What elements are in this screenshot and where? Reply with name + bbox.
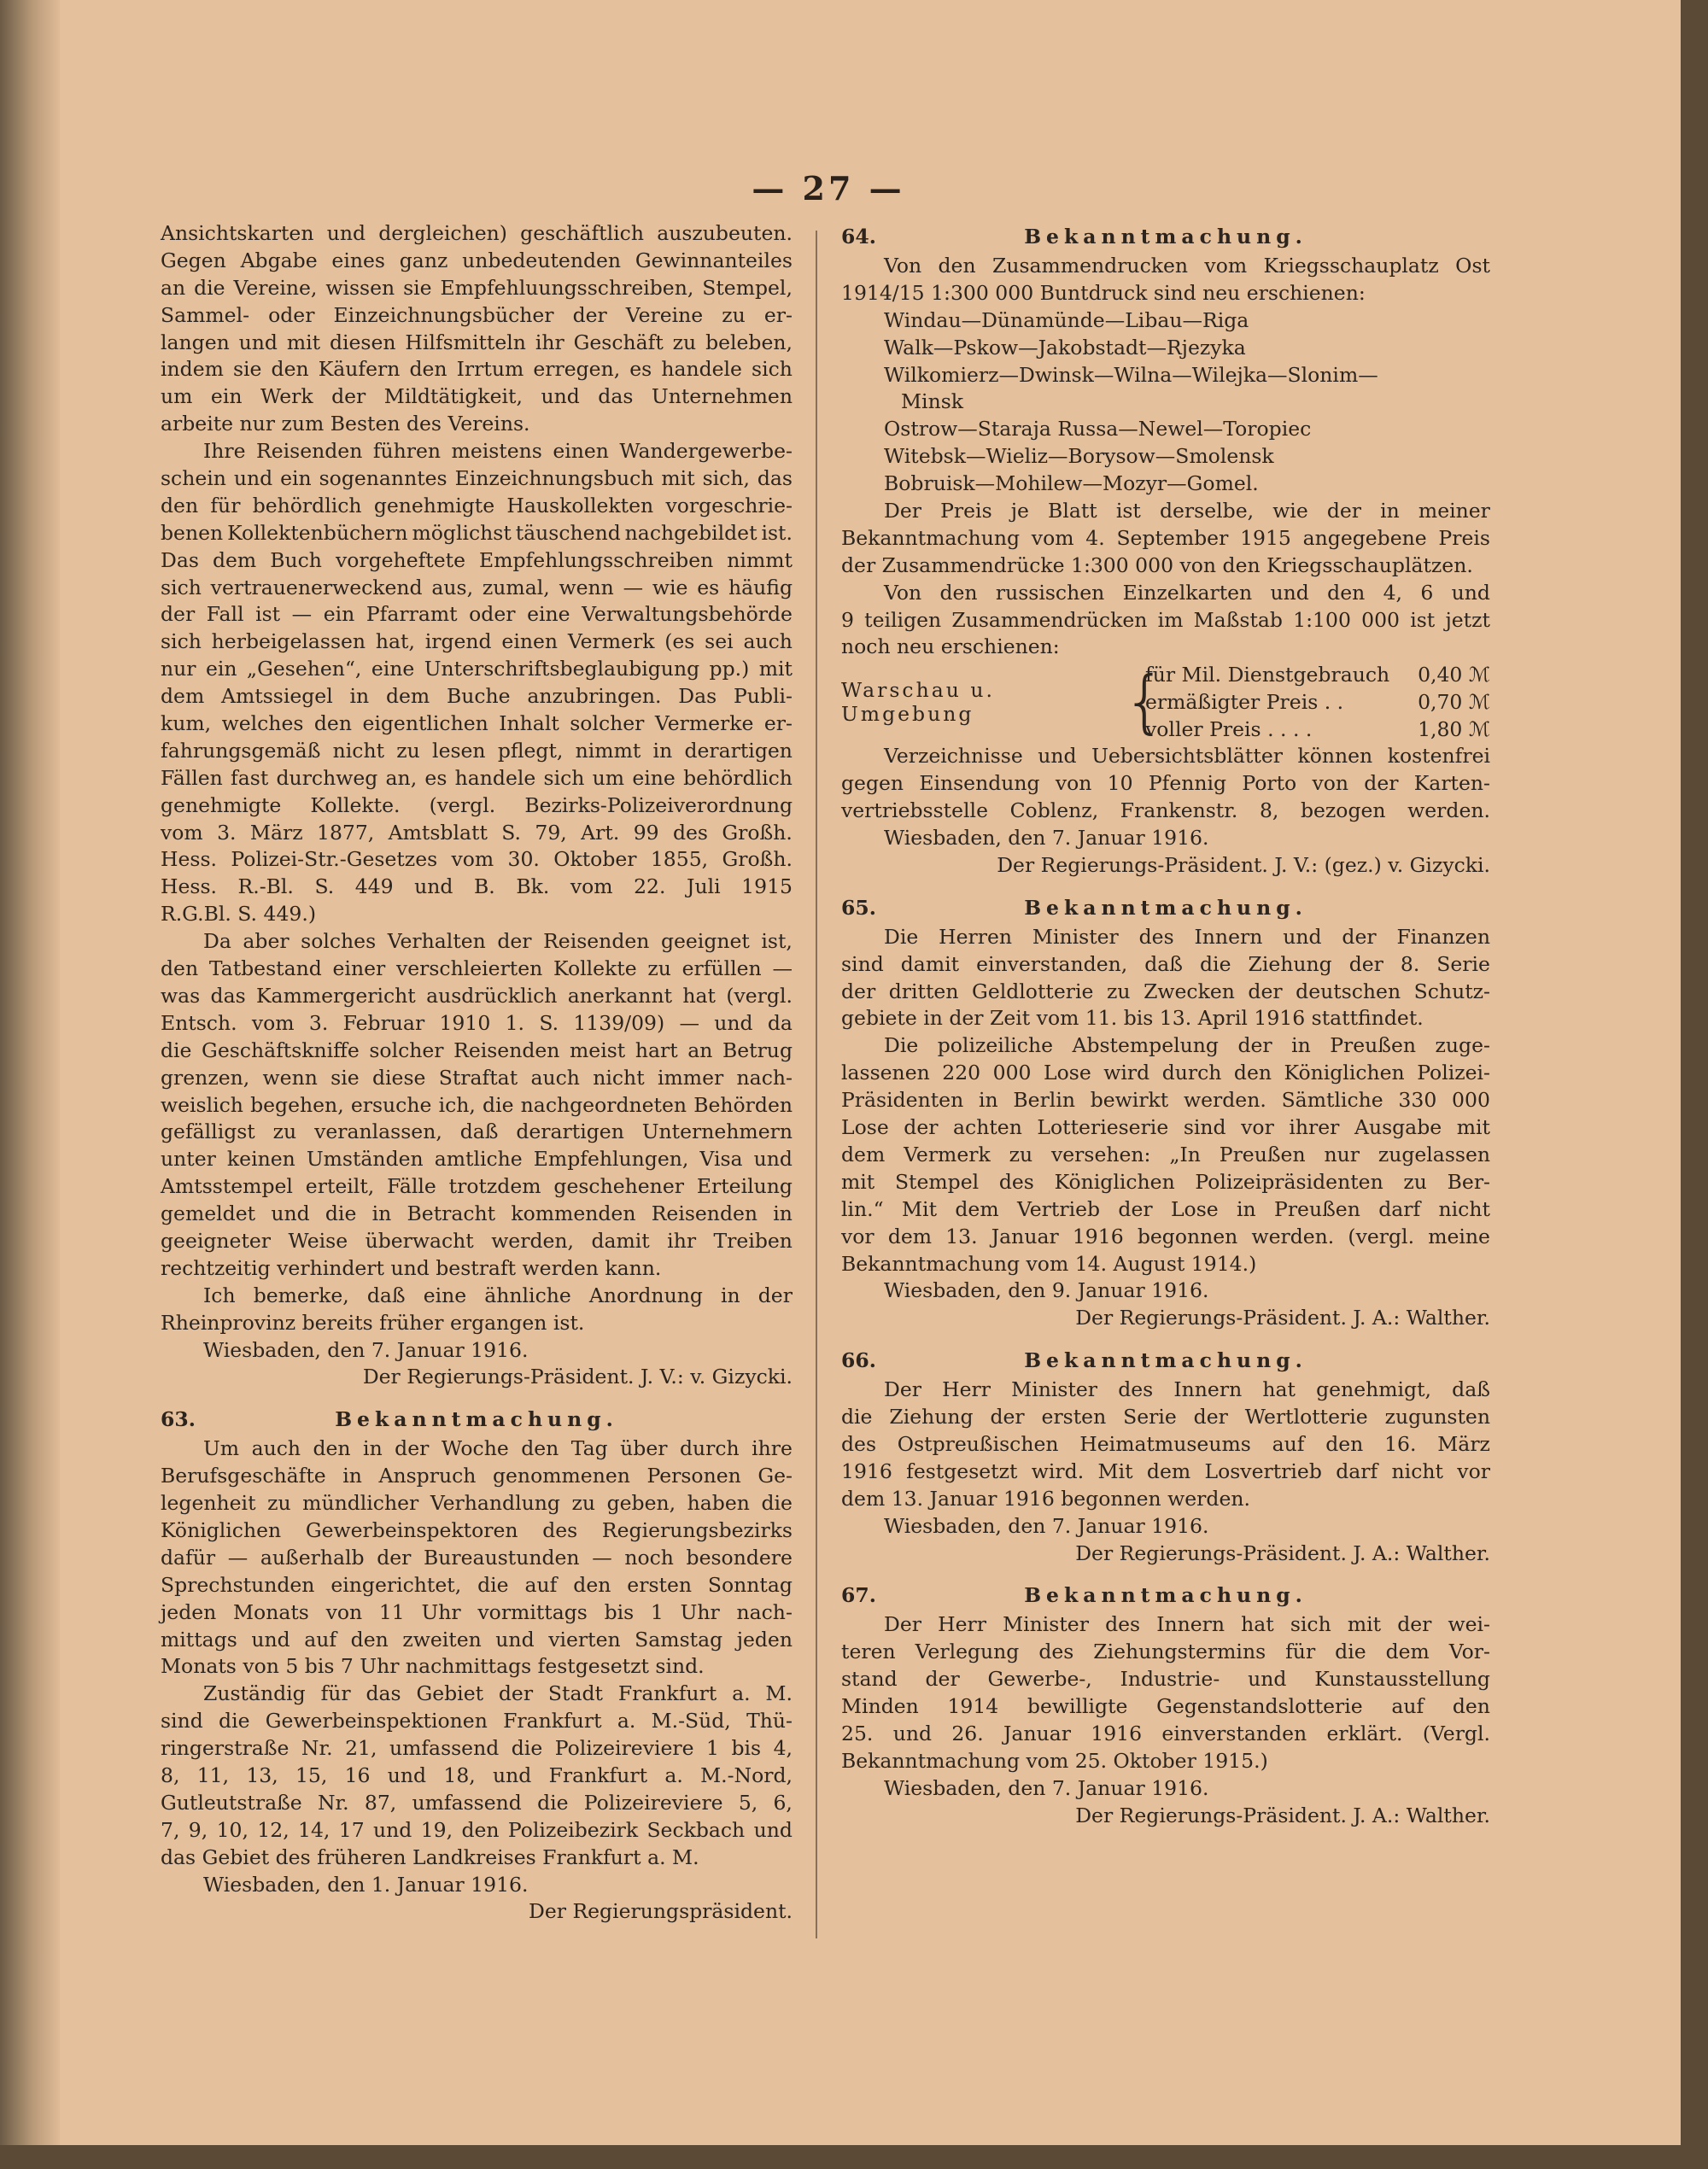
place-date: Wiesbaden, den 7. Januar 1916. <box>884 1775 1209 1800</box>
text-line: gemeldet und die in Betracht kommenden Reisenden in <box>161 1201 793 1226</box>
section-number: 67. <box>841 1583 876 1608</box>
map-place-name: Warschau u. Umgebung <box>841 678 995 727</box>
text-line: Amtsstempel erteilt, Fälle trotzdem geschehener Erteilung <box>161 1174 793 1199</box>
place-date: Wiesbaden, den 7. Januar 1916. <box>884 1513 1209 1538</box>
text-line: genehmigte Kollekte. (vergl. Bezirks-Polizeiverordnung <box>161 792 793 817</box>
text-line: fahrungsgemäß nicht zu lesen pflegt, nimmt in derartigen <box>161 738 793 763</box>
price-row <box>1145 716 1490 743</box>
place-date: Wiesbaden, den 7. Januar 1916. <box>203 1337 529 1362</box>
text-line: den Tatbestand einer verschleierten Kollekte zu erfüllen — <box>161 956 793 981</box>
text-line: unter keinen Umständen amtliche Empfehlungen, Visa und <box>161 1147 793 1172</box>
map-entry: Windau—Dünamünde—Libau—Riga <box>884 307 1249 332</box>
text-line: Bekanntmachung vom 14. August 1914.) <box>841 1251 1257 1276</box>
price-value: 0,40 ℳ <box>1418 663 1490 687</box>
text-line: 9 teiligen Zusammendrücken im Maßstab 1:100 000 ist jetzt <box>841 607 1490 632</box>
paragraph-travelers <box>161 438 793 928</box>
text-line: teren Verlegung des Ziehungstermins für die dem Vor- <box>841 1640 1490 1664</box>
price-label: ermäßigter Preis . . <box>1145 690 1344 715</box>
text-line: stand der Gewerbe-, Industrie- und Kunstausstellung <box>841 1667 1490 1692</box>
text-line: indem sie den Käufern den Irrtum erregen, es handele sich <box>161 357 793 382</box>
page-number: — 27 — <box>752 169 905 208</box>
text-line: Gutleutstraße Nr. 87, umfassend die Polizeireviere 5, 6, <box>161 1790 793 1815</box>
text-line: Zuständig für das Gebiet der Stadt Frankfurt a. M. <box>203 1681 793 1706</box>
text-line: Ich bemerke, daß eine ähnliche Anordnung in der <box>203 1283 793 1307</box>
price-label: voller Preis . . . . <box>1145 717 1313 742</box>
text-line: gebiete in der Zeit vom 11. bis 13. April 1916 stattfindet. <box>841 1006 1424 1031</box>
map-entry: Ostrow—Staraja Russa—Newel—Toropiec <box>884 417 1312 441</box>
section-header <box>841 1579 1490 1611</box>
section-67 <box>841 1579 1490 1829</box>
binding-gutter <box>0 0 60 2145</box>
text-line: 1916 festgesetzt wird. Mit dem Losvertrieb darf nicht vor <box>841 1459 1490 1483</box>
text-line: Rheinprovinz bereits früher ergangen ist. <box>161 1310 585 1335</box>
text-line: 7, 9, 10, 12, 14, 17 und 19, den Polizeibezirk Seckbach und <box>161 1817 793 1842</box>
text-line: benen Kollektenbüchern möglichst täuschend nachgebildet ist. <box>161 520 793 545</box>
section-number: 66. <box>841 1348 876 1373</box>
text-line: Sammel- oder Einzeichnungsbücher der Vereine zu er- <box>161 302 793 327</box>
text-line: Königlichen Gewerbeinspektoren des Regierungsbezirks <box>161 1517 793 1542</box>
text-line: den für behördlich genehmigte Hauskollekten vorgeschrie- <box>161 493 793 517</box>
section-title: Bekanntmachung. <box>1024 1348 1307 1373</box>
signature: Der Regierungs-Präsident. J. V.: (gez.) v. Gizycki. <box>997 852 1490 877</box>
text-line: sind damit einverstanden, daß die Ziehung der 8. Serie <box>841 951 1490 976</box>
text-line: R.G.Bl. S. 449.) <box>161 902 316 927</box>
section-header <box>841 892 1490 924</box>
text-line: ringerstraße Nr. 21, umfassend die Polizeireviere 1 bis 4, <box>161 1736 793 1761</box>
text-line: das Gebiet des früheren Landkreises Frankfurt a. M. <box>161 1845 699 1869</box>
signature: Der Regierungs-Präsident. J. V.: v. Gizycki. <box>362 1365 793 1389</box>
text-line: die Geschäftskniffe solcher Reisenden meist hart an Betrug <box>161 1038 793 1062</box>
text-line: geeigneter Weise überwacht werden, damit ihr Treiben <box>161 1228 793 1253</box>
text-line: lin.“ Mit dem Vertrieb der Lose in Preußen darf nicht <box>841 1196 1490 1221</box>
section-number: 65. <box>841 895 876 920</box>
section-header <box>161 1403 793 1435</box>
text-line: der Fall ist — ein Pfarramt oder eine Verwaltungsbehörde <box>161 602 793 627</box>
text-line: dem 13. Januar 1916 begonnen werden. <box>841 1486 1250 1511</box>
text-line: Ansichtskarten und dergleichen) geschäftlich auszubeuten. <box>161 221 793 245</box>
brace: { <box>1123 662 1167 742</box>
signature: Der Regierungs-Präsident. J. A.: Walther. <box>1075 1803 1490 1827</box>
text-line: Die polizeiliche Abstempelung der in Preußen zuge- <box>884 1033 1490 1058</box>
text-line: lassenen 220 000 Lose wird durch den Königlichen Polizei- <box>841 1061 1490 1085</box>
price-row <box>1145 688 1490 716</box>
text-line: weislich begehen, ersuche ich, die nachgeordneten Behörden <box>161 1092 793 1117</box>
text-line: sich herbeigelassen hat, irgend einen Vermerk (es sei auch <box>161 629 793 654</box>
text-line: um ein Werk der Mildtätigkeit, und das Unternehmen <box>161 384 793 409</box>
text-line: Fällen fast durchweg an, es handele sich um eine behördlich <box>161 765 793 790</box>
section-title: Bekanntmachung. <box>335 1407 618 1432</box>
text-line: Minden 1914 bewilligte Gegenstandslotterie auf den <box>841 1694 1490 1719</box>
price-table <box>841 661 1490 743</box>
right-column <box>841 220 1490 1830</box>
text-line: vor dem 13. Januar 1916 begonnen werden. (vergl. meine <box>841 1224 1490 1248</box>
left-column <box>161 220 793 1926</box>
place-date: Wiesbaden, den 1. Januar 1916. <box>203 1872 529 1897</box>
text-line: dafür — außerhalb der Bureaustunden — noch besondere <box>161 1545 793 1570</box>
section-title: Bekanntmachung. <box>1024 895 1307 920</box>
text-line: gegen Einsendung von 10 Pfennig Porto von der Karten- <box>841 771 1490 796</box>
text-line: Hess. R.-Bl. S. 449 und B. Bk. vom 22. Juli 1915 <box>161 874 793 899</box>
text-line: dem Amtssiegel in dem Buche anzubringen. Das Publi- <box>161 684 793 709</box>
text-line: Bekanntmachung vom 25. Oktober 1915.) <box>841 1748 1268 1773</box>
text-line: Hess. Polizei-Str.-Gesetzes vom 30. Oktober 1855, Großh. <box>161 847 793 872</box>
text-line: Der Preis je Blatt ist derselbe, wie der in meiner <box>884 499 1490 523</box>
signature: Der Regierungs-Präsident. J. A.: Walther. <box>1075 1306 1490 1330</box>
place-date: Wiesbaden, den 9. Januar 1916. <box>884 1278 1209 1303</box>
text-line: was das Kammergericht ausdrücklich anerkannt hat (vergl. <box>161 983 793 1008</box>
text-line: Das dem Buch vorgeheftete Empfehlungsschreiben nimmt <box>161 547 793 572</box>
text-line: noch neu erschienen: <box>841 634 1060 659</box>
price-row <box>1145 661 1490 688</box>
paragraph-request <box>161 928 793 1283</box>
map-entry: Witebsk—Wieliz—Borysow—Smolensk <box>884 444 1274 469</box>
text-line: schein und ein sogenanntes Einzeichnungsbuch mit sich, das <box>161 466 793 491</box>
text-line: 1914/15 1:300 000 Buntdruck sind neu erschienen: <box>841 280 1366 305</box>
price-list <box>1145 661 1490 743</box>
text-line: Sprechstunden eingerichtet, die auf den ersten Sonntag <box>161 1572 793 1597</box>
text-line: nur ein „Gesehen“, eine Unterschriftsbeglaubigung pp.) mit <box>161 657 793 681</box>
section-63 <box>161 1403 793 1926</box>
text-line: der Zusammendrücke 1:300 000 von den Kriegsschauplätzen. <box>841 552 1473 577</box>
section-65 <box>841 892 1490 1332</box>
text-line: Monats von 5 bis 7 Uhr nachmittags festgesetzt sind. <box>161 1654 705 1679</box>
section-header <box>841 220 1490 253</box>
text-line: legenheit zu mündlicher Verhandlung zu geben, haben die <box>161 1491 793 1516</box>
text-line: vertriebsstelle Coblenz, Frankenstr. 8, bezogen werden. <box>841 798 1490 823</box>
text-line: Ihre Reisenden führen meistens einen Wandergewerbe- <box>203 439 793 464</box>
text-line: Um auch den in der Woche den Tag über durch ihre <box>203 1436 793 1461</box>
text-line: Der Herr Minister des Innern hat genehmigt, daß <box>884 1377 1490 1402</box>
text-line: Von den Zusammendrucken vom Kriegsschauplatz Ost <box>884 254 1490 278</box>
text-line: Berufsgeschäfte in Anspruch genommenen Personen Ge- <box>161 1464 793 1488</box>
text-line: des Ostpreußischen Heimatmuseums auf den 16. März <box>841 1431 1490 1456</box>
place-date: Wiesbaden, den 7. Januar 1916. <box>884 826 1209 851</box>
map-entry: Bobruisk—Mohilew—Mozyr—Gomel. <box>884 471 1259 496</box>
text-line: kum, welches den eigentlichen Inhalt solcher Vermerke er- <box>161 711 793 736</box>
text-line: sind die Gewerbeinspektionen Frankfurt a. M.-Süd, Thü- <box>161 1709 793 1733</box>
text-line: Entsch. vom 3. Februar 1910 1. S. 1139/09) — und da <box>161 1010 793 1035</box>
text-line: die Ziehung der ersten Serie der Wertlotterie zugunsten <box>841 1405 1490 1429</box>
text-line: 25. und 26. Januar 1916 einverstanden erklärt. (Vergl. <box>841 1721 1490 1745</box>
price-value: 1,80 ℳ <box>1418 717 1490 742</box>
section-number: 63. <box>161 1407 196 1432</box>
text-line: Da aber solches Verhalten der Reisenden geeignet ist, <box>203 929 793 954</box>
text-line: der dritten Geldlotterie zu Zwecken der deutschen Schutz- <box>841 979 1490 1003</box>
column-divider <box>816 231 817 1938</box>
paragraph-remark <box>161 1283 793 1337</box>
intro-paragraph <box>161 220 793 438</box>
map-entry: Minsk <box>901 389 964 414</box>
text-line: mit Stempel des Königlichen Polizeipräsidenten zu Ber- <box>841 1169 1490 1194</box>
section-title: Bekanntmachung. <box>1024 225 1307 248</box>
text-line: Der Herr Minister des Innern hat sich mit der wei- <box>884 1612 1490 1637</box>
text-line: gefälligst zu veranlassen, daß derartigen Unternehmern <box>161 1120 793 1144</box>
text-line: an die Vereine, wissen sie Empfehluungsschreiben, Stempel, <box>161 275 793 300</box>
section-66 <box>841 1344 1490 1567</box>
price-label: für Mil. Dienstgebrauch <box>1145 663 1390 687</box>
signature: Der Regierungs-Präsident. J. A.: Walther. <box>1075 1541 1490 1565</box>
section-title: Bekanntmachung. <box>1024 1583 1307 1608</box>
text-line: jeden Monats von 11 Uhr vormittags bis 1 Uhr nach- <box>161 1599 793 1624</box>
text-line: arbeite nur zum Besten des Vereins. <box>161 412 530 436</box>
text-line: langen und mit diesen Hilfsmitteln ihr Geschäft zu beleben, <box>161 330 793 354</box>
text-line: vom 3. März 1877, Amtsblatt S. 79, Art. 99 des Großh. <box>161 820 793 845</box>
map-entry: Walk—Pskow—Jakobstadt—Rjezyka <box>884 335 1246 360</box>
text-line: Präsidenten in Berlin bewirkt werden. Sämtliche 330 000 <box>841 1088 1490 1113</box>
text-line: grenzen, wenn sie diese Straftat auch nicht immer nach- <box>161 1065 793 1090</box>
text-line: mittags und auf den zweiten und vierten Samstag jeden <box>161 1627 793 1652</box>
text-line: Gegen Abgabe eines ganz unbedeutenden Gewinnanteiles <box>161 248 793 272</box>
text-line: sich vertrauenerweckend aus, zumal, wenn — wie es häufig <box>161 575 793 599</box>
text-line: Lose der achten Lotterieserie sind vor ihrer Ausgabe mit <box>841 1115 1490 1140</box>
text-line: Die Herren Minister des Innern und der Finanzen <box>884 924 1490 949</box>
text-line: Von den russischen Einzelkarten und den 4, 6 und <box>884 580 1490 605</box>
text-line: Verzeichnisse und Uebersichtsblätter können kostenfrei <box>884 744 1490 769</box>
text-line: dem Vermerk zu versehen: „In Preußen nur zugelassen <box>841 1142 1490 1166</box>
section-number: 64. <box>841 225 876 248</box>
text-line: 8, 11, 13, 15, 16 und 18, und Frankfurt a. M.-Nord, <box>161 1763 793 1787</box>
text-line: Bekanntmachung vom 4. September 1915 angegebene Preis <box>841 525 1490 550</box>
signature: Der Regierungspräsident. <box>529 1899 793 1924</box>
section-header <box>841 1344 1490 1377</box>
map-entry: Wilkomierz—Dwinsk—Wilna—Wilejka—Slonim— <box>884 362 1378 387</box>
text-line: rechtzeitig verhindert und bestraft werden kann. <box>161 1255 662 1280</box>
section-64 <box>841 220 1490 880</box>
price-value: 0,70 ℳ <box>1418 690 1490 715</box>
